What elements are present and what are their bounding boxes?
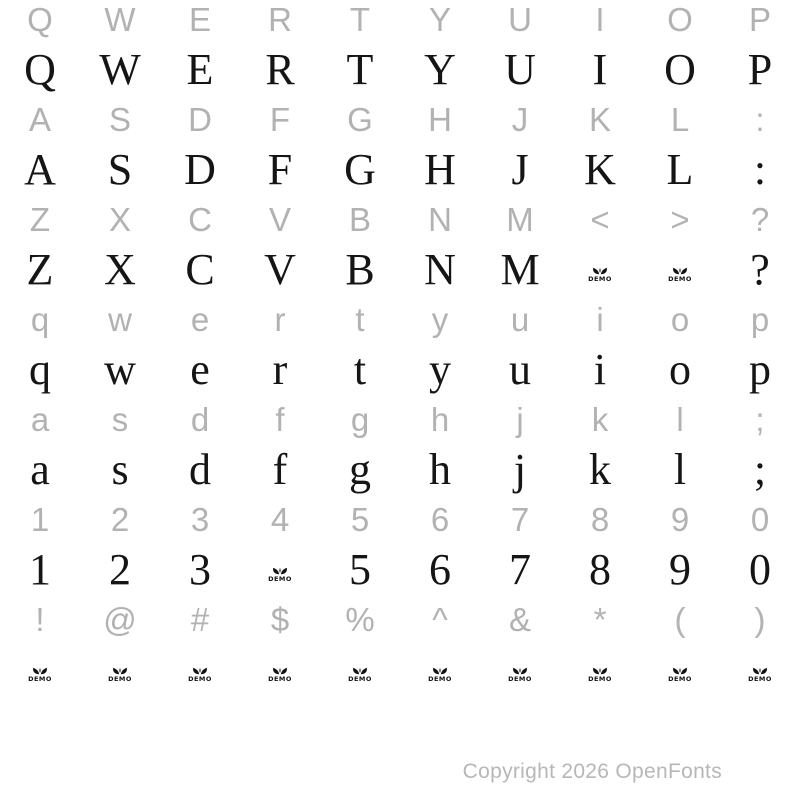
glyph-row-specimen [0,45,800,95]
demo-placeholder-glyph [748,665,772,683]
glyph-cell: d [189,445,211,494]
glyph-cell: # [190,601,210,638]
glyph-cell: S [107,145,133,194]
glyph-cell: t [353,345,367,394]
glyph-cell: q [29,345,51,394]
glyph-cell: 8 [590,501,610,538]
glyph-cell: C [188,201,212,238]
demo-ornament-icon [671,265,689,275]
glyph-cell: D [184,145,216,194]
glyph-cell: h [429,445,451,494]
glyph-cell [640,245,720,295]
glyph-cell: R [265,45,295,94]
glyph-cell: > [670,201,690,238]
glyph-cell [80,645,160,695]
demo-label: DEMO [588,675,612,684]
glyph-cell: M [506,201,534,238]
glyph-cell: y [431,301,449,338]
glyph-row-reference [0,395,800,445]
demo-label: DEMO [268,575,292,584]
glyph-row-specimen [0,145,800,195]
glyph-cell [240,645,320,695]
glyph-row-specimen [0,445,800,495]
glyph-cell: j [516,401,524,438]
glyph-cell: r [274,301,286,338]
demo-ornament-icon [751,665,769,675]
glyph-cell: W [104,1,136,38]
glyph-cell: 1 [29,545,51,594]
glyph-cell: Y [424,45,456,94]
glyph-cell: P [748,1,771,38]
glyph-cell [0,645,80,695]
glyph-cell: f [272,445,288,494]
glyph-cell: 6 [430,501,450,538]
glyph-cell: A [24,145,56,194]
glyph-cell: Z [26,245,54,294]
glyph-cell: D [188,101,212,138]
glyph-cell: w [104,345,136,394]
glyph-cell: V [268,201,291,238]
glyph-cell: C [185,245,215,294]
glyph-row-reference [0,95,800,145]
glyph-cell: H [424,145,456,194]
glyph-cell [160,645,240,695]
glyph-cell [640,645,720,695]
glyph-cell: 0 [749,545,771,594]
glyph-cell: 7 [510,501,530,538]
glyph-cell: s [111,445,129,494]
glyph-cell: $ [270,601,290,638]
glyph-cell: ^ [432,601,448,638]
glyph-cell: U [504,45,536,94]
glyph-cell: 9 [669,545,691,594]
glyph-cell: J [511,101,529,138]
demo-ornament-icon [511,665,529,675]
glyph-cell: F [267,145,293,194]
glyph-cell: r [272,345,288,394]
demo-placeholder-glyph [428,665,452,683]
glyph-row-reference [0,195,800,245]
glyph-cell: y [429,345,451,394]
glyph-row-reference [0,595,800,645]
demo-label: DEMO [508,675,532,684]
glyph-cell: p [750,301,770,338]
glyph-cell: T [349,1,371,38]
demo-placeholder-glyph [188,665,212,683]
glyph-cell: Y [428,1,451,38]
demo-label: DEMO [268,675,292,684]
glyph-cell: N [428,201,452,238]
glyph-cell: 7 [509,545,531,594]
glyph-row-specimen [0,545,800,595]
demo-placeholder-glyph [108,665,132,683]
glyph-cell: l [676,401,684,438]
glyph-cell: a [30,445,50,494]
glyph-cell: H [428,101,452,138]
glyph-cell [240,545,320,595]
glyph-cell: W [99,45,141,94]
glyph-cell: P [747,45,773,94]
glyph-cell: 3 [189,545,211,594]
glyph-cell: S [108,101,131,138]
demo-label: DEMO [428,675,452,684]
demo-label: DEMO [28,675,52,684]
glyph-cell: F [269,101,291,138]
glyph-cell: X [104,245,136,294]
glyph-cell: U [508,1,532,38]
demo-label: DEMO [188,675,212,684]
glyph-cell: E [188,1,211,38]
demo-placeholder-glyph [668,665,692,683]
glyph-cell: : [753,145,767,194]
glyph-cell: p [749,345,771,394]
glyph-cell: 9 [670,501,690,538]
demo-placeholder-glyph [588,265,612,283]
glyph-cell: I [595,1,605,38]
glyph-cell: M [500,245,540,294]
demo-ornament-icon [31,665,49,675]
glyph-cell: R [268,1,292,38]
glyph-cell: Q [24,45,56,94]
glyph-cell: 1 [30,501,50,538]
glyph-cell [720,645,800,695]
glyph-cell: w [108,301,132,338]
glyph-cell: Z [29,201,51,238]
glyph-cell: ! [35,601,45,638]
glyph-cell: t [355,301,365,338]
glyph-row-specimen [0,645,800,695]
demo-ornament-icon [191,665,209,675]
demo-placeholder-glyph [348,665,372,683]
glyph-row-specimen [0,345,800,395]
demo-placeholder-glyph [508,665,532,683]
glyph-cell: q [30,301,50,338]
demo-placeholder-glyph [588,665,612,683]
demo-label: DEMO [588,275,612,284]
glyph-cell: h [430,401,450,438]
glyph-cell: X [108,201,131,238]
demo-label: DEMO [108,675,132,684]
glyph-cell: ; [755,401,765,438]
glyph-cell: 4 [270,501,290,538]
glyph-cell: 2 [110,501,130,538]
demo-ornament-icon [111,665,129,675]
glyph-cell [560,245,640,295]
glyph-cell: e [190,345,210,394]
glyph-cell: u [510,301,530,338]
glyph-cell: 5 [350,501,370,538]
glyph-cell: l [673,445,687,494]
demo-ornament-icon [271,665,289,675]
glyph-row-reference [0,0,800,45]
glyph-cell: @ [103,601,137,638]
glyph-cell: k [589,445,611,494]
glyph-cell: o [670,301,690,338]
glyph-cell: < [590,201,610,238]
glyph-cell: 3 [190,501,210,538]
copyright-text: Copyright 2026 OpenFonts [462,760,722,783]
glyph-cell: ; [753,445,767,494]
glyph-cell: i [593,345,607,394]
glyph-cell: 5 [349,545,371,594]
glyph-cell: 2 [109,545,131,594]
glyph-cell: f [275,401,285,438]
glyph-cell: g [350,401,370,438]
demo-label: DEMO [348,675,372,684]
glyph-cell: o [669,345,691,394]
glyph-cell [480,645,560,695]
glyph-cell: Q [27,1,53,38]
glyph-cell: k [591,401,609,438]
glyph-cell: K [588,101,611,138]
glyph-cell: * [593,601,607,638]
glyph-cell: N [424,245,456,294]
demo-placeholder-glyph [268,565,292,583]
demo-placeholder-glyph [668,265,692,283]
demo-label: DEMO [668,675,692,684]
glyph-cell: ? [750,245,770,294]
glyph-cell: i [596,301,604,338]
glyph-cell: O [667,1,693,38]
glyph-cell: B [348,201,371,238]
demo-placeholder-glyph [28,665,52,683]
glyph-cell: A [28,101,51,138]
glyph-cell: g [349,445,371,494]
glyph-cell: J [511,145,529,194]
demo-ornament-icon [351,665,369,675]
glyph-row-reference [0,495,800,545]
glyph-cell: ) [754,601,766,638]
glyph-cell: s [111,401,129,438]
glyph-cell [320,645,400,695]
glyph-cell: T [346,45,374,94]
glyph-cell: 0 [750,501,770,538]
glyph-cell: % [345,601,375,638]
demo-ornament-icon [671,665,689,675]
glyph-cell: 6 [429,545,451,594]
demo-label: DEMO [748,675,772,684]
glyph-cell: O [664,45,696,94]
demo-placeholder-glyph [268,665,292,683]
glyph-cell: B [345,245,375,294]
glyph-cell: L [670,101,690,138]
glyph-cell: ( [674,601,686,638]
glyph-cell: I [592,45,608,94]
demo-ornament-icon [271,565,289,575]
glyph-cell: E [186,45,214,94]
glyph-cell: : [755,101,765,138]
glyph-cell: G [344,145,376,194]
demo-ornament-icon [591,265,609,275]
glyph-cell: V [264,245,296,294]
glyph-cell: u [509,345,531,394]
glyph-cell [560,645,640,695]
glyph-cell: G [347,101,373,138]
glyph-cell: a [30,401,50,438]
glyph-cell: & [508,601,531,638]
glyph-row-reference [0,295,800,345]
glyph-cell: ? [750,201,770,238]
glyph-cell: e [190,301,210,338]
glyph-cell [400,645,480,695]
glyph-cell: K [584,145,616,194]
glyph-row-specimen [0,245,800,295]
glyph-cell: 8 [589,545,611,594]
glyph-cell: j [513,445,527,494]
demo-ornament-icon [591,665,609,675]
glyph-cell: L [666,145,694,194]
demo-label: DEMO [668,275,692,284]
glyph-cell: d [190,401,210,438]
demo-ornament-icon [431,665,449,675]
